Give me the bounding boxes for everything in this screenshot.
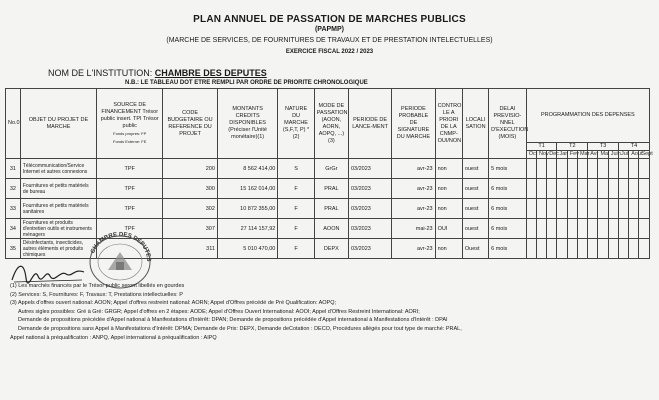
month-cell (526, 219, 536, 239)
row-localisation: ouest (462, 199, 488, 219)
row-source: TPF (97, 199, 163, 219)
month-cell (639, 159, 650, 179)
month-header: Fev (567, 151, 577, 159)
month-cell (618, 219, 628, 239)
month-cell (577, 239, 587, 259)
month-header: Mai (598, 151, 608, 159)
row-objet: Fournitures et produits d'entretien outils et instruments ménagers (20, 219, 96, 239)
row-montant: 5 010 470,00 (217, 239, 277, 259)
row-signature: avr-23 (392, 239, 435, 259)
institution-name: CHAMBRE DES DEPUTES (154, 68, 267, 78)
priority-note: N.B.: LE TABLEAU DOT ETRE REMPLI PAR ORDRE DE PRIORITE CHRONOLOGIQUE (125, 80, 368, 86)
row-montant: 27 114 157,92 (217, 219, 277, 239)
row-no: 31 (6, 159, 21, 179)
quarter-t3: T3 (588, 143, 619, 151)
row-signature: mai-23 (392, 219, 435, 239)
row-nature: F (278, 219, 314, 239)
col-no: No.0 (6, 89, 21, 159)
col-delai: DELAI PREVISIO-NNEL D'EXECUTION (MOIS) (489, 89, 527, 159)
footnote: Demande de propositions sans Appel à Manifestations d'Intérêt: DPMA; Demande de Prix: DEPX, Demande deCotation : DECO, Procédures allégés pour tout type de marché: PRAL, (18, 325, 462, 332)
row-controle: non (435, 159, 462, 179)
row-mode: PRAL (314, 179, 348, 199)
row-lancement: 03/2023 (348, 239, 391, 259)
col-periode-lancement: PERIODE DE LANCE-MENT (348, 89, 391, 159)
row-controle: non (435, 179, 462, 199)
month-cell (547, 239, 557, 259)
month-cell (547, 179, 557, 199)
col-nature: NATURE DU MARCHE (S,F,T, P) *(2) (278, 89, 314, 159)
month-cell (629, 199, 639, 219)
col-controle: CONTRO LE A PRIORI DE LA CNMP- OUI/NON (435, 89, 462, 159)
row-montant: 15 162 014,00 (217, 179, 277, 199)
svg-text:CHAMBRE DES DEPUTES: CHAMBRE DES DEPUTES (90, 232, 152, 262)
month-cell (547, 159, 557, 179)
row-code: 200 (163, 159, 218, 179)
row-nature: F (278, 199, 314, 219)
row-mode: GrGr (314, 159, 348, 179)
month-header: Juil (618, 151, 628, 159)
row-mode: PRAL (314, 199, 348, 219)
row-code: 311 (163, 239, 218, 259)
row-source: TPF (97, 179, 163, 199)
document-subtitle: (MARCHE DE SERVICES, DE FOURNITURES DE TRAVAUX ET DE PRESTATION INTELECTUELLES) (166, 37, 493, 44)
row-delai: 6 mois (489, 179, 527, 199)
row-no: 33 (6, 199, 21, 219)
row-delai: 5 mois (489, 159, 527, 179)
month-header: Oct (526, 151, 536, 159)
month-cell (536, 159, 546, 179)
footnote: (3) Appels d'offres ouvert national: AOON; Appel d'offres restreint national: AORN; Appel d'Offres précédé de Pré Qualification: AOPQ; (10, 300, 336, 307)
row-mode: DEPX (314, 239, 348, 259)
month-cell (547, 219, 557, 239)
footnote: Demande de propositions précédée d'Appel national à Manifestations d'Intérêt: DPAN; Demande de propositions précédée d'Appel international à Manifestations d'Intérêt : DPAI (18, 317, 448, 324)
month-cell (629, 219, 639, 239)
month-header: Sept (639, 151, 650, 159)
col-montant: MONTANTS CREDITS DISPONIBLES (Préciser l'Unité monétaire)(1) (217, 89, 277, 159)
month-cell (567, 179, 577, 199)
quarter-t1: T1 (526, 143, 557, 151)
row-code: 300 (163, 179, 218, 199)
month-cell (629, 159, 639, 179)
footnote: (2) Services: S, Fournitures: F, Travaux: T, Prestations intellectuelles: P (10, 291, 183, 298)
row-objet: Fournitures et petits matériels sanitaires (20, 199, 96, 219)
month-cell (567, 199, 577, 219)
document-title: PLAN ANNUEL DE PASSATION DE MARCHES PUBLICS (193, 14, 466, 25)
row-controle: OUI (435, 219, 462, 239)
row-lancement: 03/2023 (348, 179, 391, 199)
month-cell (608, 219, 618, 239)
month-cell (557, 199, 567, 219)
table-row (6, 199, 650, 219)
month-header: Mar (577, 151, 587, 159)
month-cell (567, 159, 577, 179)
row-code: 307 (163, 219, 218, 239)
row-no: 35 (6, 239, 21, 259)
row-source: TPF (97, 159, 163, 179)
month-cell (588, 159, 598, 179)
month-cell (608, 199, 618, 219)
month-cell (557, 219, 567, 239)
month-cell (526, 159, 536, 179)
col-objet: OBJET DU PROJET DE MARCHE (20, 89, 96, 159)
month-cell (577, 219, 587, 239)
month-header: Jan (557, 151, 567, 159)
month-cell (526, 239, 536, 259)
col-programmation: PROGRAMMATION DES DEPENSES (526, 89, 649, 143)
row-lancement: 03/2023 (348, 199, 391, 219)
row-nature: S (278, 159, 314, 179)
month-cell (557, 239, 567, 259)
month-cell (588, 199, 598, 219)
row-no: 34 (6, 219, 21, 239)
row-nature: F (278, 239, 314, 259)
institution-line (48, 68, 267, 78)
row-objet: Télécommunication/Service Internet et autres connexions (20, 159, 96, 179)
month-cell (618, 199, 628, 219)
footnote: (1) Les marchés financés par le Trésor public seront libellés en gourdes (10, 283, 185, 289)
row-objet: Désinfectants, insecticides, autres éléments et produits chimiques (20, 239, 96, 259)
month-cell (598, 239, 608, 259)
month-header: Dec (547, 151, 557, 159)
row-mode: AOON (314, 219, 348, 239)
fiscal-year: EXERCICE FISCAL 2022 / 2023 (285, 49, 374, 55)
row-objet: Fournitures et petits matériels de bureau (20, 179, 96, 199)
row-signature: avr-23 (392, 199, 435, 219)
row-delai: 6 mois (489, 239, 527, 259)
footnote: Autres sigles possibles: Gré à Gré: GRGR; Appel d'offres en 2 étapes: AODE; Appel d'Offres Ouvert International: AOOI; Appel d'Offres Restreint International: AORI; (18, 308, 420, 315)
row-controle: non (435, 239, 462, 259)
month-cell (557, 159, 567, 179)
col-mode: MODE DE PASSATION (AOON, AORN, AOPQ, ...) (3) (314, 89, 348, 159)
month-cell (547, 199, 557, 219)
month-cell (598, 219, 608, 239)
month-cell (588, 179, 598, 199)
col-localisation: LOCALI SATION (462, 89, 488, 159)
month-cell (598, 179, 608, 199)
row-localisation: ouest (462, 179, 488, 199)
month-cell (639, 199, 650, 219)
table-row (6, 179, 650, 199)
institution-label: NOM DE L'INSTITUTION: (48, 68, 153, 78)
month-cell (629, 179, 639, 199)
row-localisation: ouest (462, 159, 488, 179)
month-cell (588, 239, 598, 259)
footnotes (10, 282, 650, 342)
row-localisation: Ouest (462, 239, 488, 259)
month-cell (618, 179, 628, 199)
month-cell (526, 179, 536, 199)
quarter-t4: T4 (618, 143, 649, 151)
month-cell (608, 239, 618, 259)
row-montant: 8 562 414,00 (217, 159, 277, 179)
month-cell (618, 239, 628, 259)
row-signature: avr-23 (392, 179, 435, 199)
month-cell (608, 159, 618, 179)
month-cell (598, 199, 608, 219)
month-cell (639, 239, 650, 259)
quarter-t2: T2 (557, 143, 588, 151)
table-row (6, 159, 650, 179)
row-localisation: ouest (462, 219, 488, 239)
row-lancement: 03/2023 (348, 159, 391, 179)
month-cell (598, 159, 608, 179)
month-cell (588, 219, 598, 239)
row-montant: 10 872 355,00 (217, 199, 277, 219)
row-source: TPF (97, 219, 163, 239)
month-header: Nov (536, 151, 546, 159)
month-header: Avr (588, 151, 598, 159)
row-delai: 6 mois (489, 199, 527, 219)
month-cell (629, 239, 639, 259)
month-cell (639, 179, 650, 199)
col-source: SOURCE DE FINANCEMENT Trésor public insert. TPI Trésor public Fonds propres: FP Fonds Externe: FE (97, 89, 163, 159)
month-cell (536, 239, 546, 259)
month-cell (639, 219, 650, 239)
month-cell (567, 219, 577, 239)
month-cell (536, 199, 546, 219)
document-acronym: (PAPMP) (314, 26, 345, 33)
month-cell (577, 159, 587, 179)
row-nature: F (278, 179, 314, 199)
month-cell (526, 199, 536, 219)
row-no: 32 (6, 179, 21, 199)
month-cell (618, 159, 628, 179)
row-signature: avr-23 (392, 159, 435, 179)
month-cell (577, 199, 587, 219)
row-delai: 6 mois (489, 219, 527, 239)
month-cell (567, 239, 577, 259)
month-cell (577, 179, 587, 199)
row-code: 302 (163, 199, 218, 219)
month-cell (557, 179, 567, 199)
col-code: CODE BUDGETAIRE OU REFERENCE DU PROJET (163, 89, 218, 159)
month-cell (608, 179, 618, 199)
row-controle: non (435, 199, 462, 219)
row-lancement: 03/2023 (348, 219, 391, 239)
col-periode-signature: PERIODE PROBABLE DE SIGNATURE DU MARCHE (392, 89, 435, 159)
month-header: Aout (629, 151, 639, 159)
month-cell (536, 219, 546, 239)
month-cell (536, 179, 546, 199)
month-header: Juin (608, 151, 618, 159)
footnote: Appel national à préqualification : ANPQ, Appel international à préqualification : AIPQ (10, 334, 217, 341)
